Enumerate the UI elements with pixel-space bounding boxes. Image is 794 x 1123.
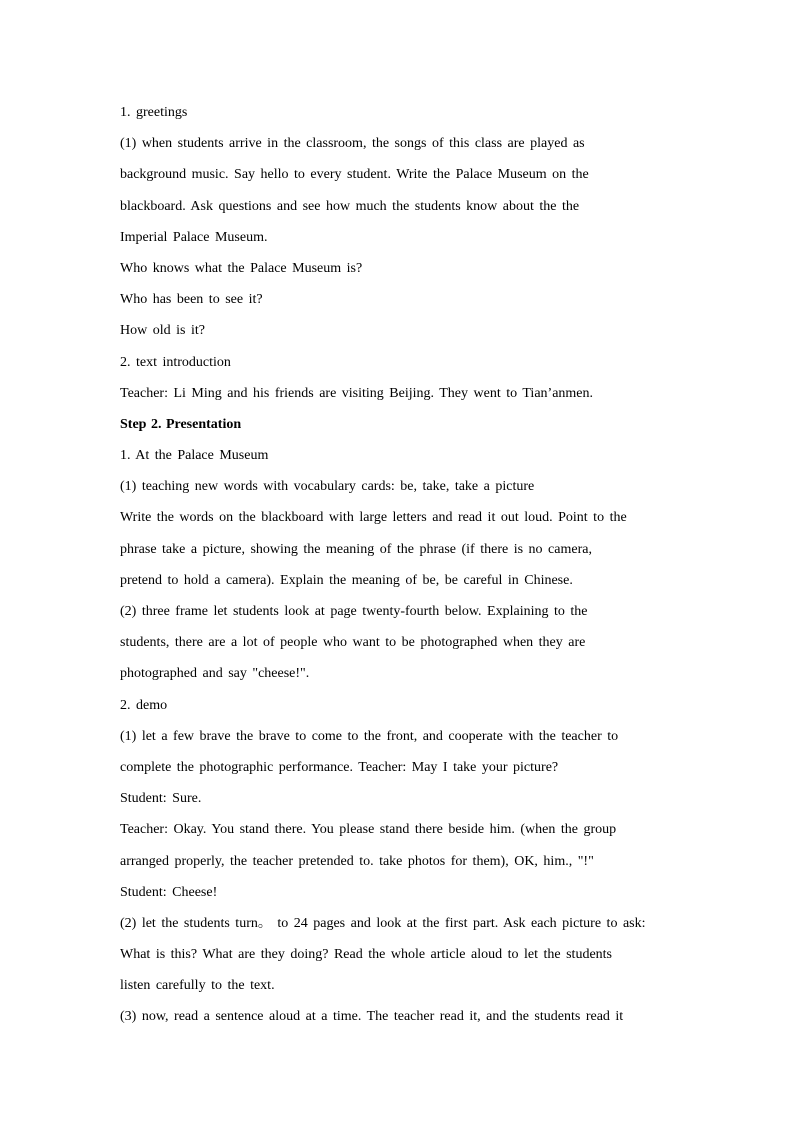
text-line: arranged properly, the teacher pretended to. take photos for them), OK, him., "!" — [120, 853, 594, 869]
text-line: (1) when students arrive in the classroom, the songs of this class are played as — [120, 136, 585, 152]
text-line: (2) let the students turn。 to 24 pages and look at the first part. Ask each picture to ask: — [120, 915, 646, 931]
document-page — [120, 97, 680, 1033]
text-line: (2) three frame let students look at page twenty-fourth below. Explaining to the — [120, 604, 588, 619]
section-heading: Step 2. Presentation — [120, 416, 242, 432]
text-line: Teacher: Okay. You stand there. You please stand there beside him. (when the group — [120, 822, 617, 838]
text-line: Student: Sure. — [120, 791, 202, 807]
text-line: blackboard. Ask questions and see how much the students know about the the — [120, 198, 580, 214]
text-line: 1. greetings — [120, 105, 188, 120]
text-line: Write the words on the blackboard with large letters and read it out loud. Point to the — [120, 510, 627, 526]
text-line: students, there are a lot of people who want to be photographed when they are — [120, 635, 586, 651]
text-line: 1. At the Palace Museum — [120, 448, 269, 464]
text-line: Student: Cheese! — [120, 884, 218, 900]
text-line: (1) let a few brave the brave to come to the front, and cooperate with the teacher to — [120, 728, 619, 744]
text-line: What is this? What are they doing? Read the whole article aloud to let the students — [120, 947, 612, 963]
text-line: How old is it? — [120, 323, 205, 339]
text-line: Who knows what the Palace Museum is? — [120, 260, 363, 276]
text-line: Who has been to see it? — [120, 292, 263, 308]
text-line: Teacher: Li Ming and his friends are visiting Beijing. They went to Tian’anmen. — [120, 385, 594, 401]
text-line: complete the photographic performance. Teacher: May I take your picture? — [120, 759, 559, 775]
text-line: 2. demo — [120, 697, 168, 713]
text-line: Imperial Palace Museum. — [120, 229, 268, 245]
text-line: listen carefully to the text. — [120, 978, 275, 994]
text-line: phrase take a picture, showing the meaning of the phrase (if there is no camera, — [120, 541, 592, 557]
text-line: 2. text introduction — [120, 354, 231, 370]
text-line: (1) teaching new words with vocabulary cards: be, take, take a picture — [120, 479, 535, 495]
text-line: (3) now, read a sentence aloud at a time. The teacher read it, and the students read it — [120, 1009, 624, 1025]
text-line: photographed and say "cheese!". — [120, 666, 310, 682]
text-line: background music. Say hello to every student. Write the Palace Museum on the — [120, 167, 589, 183]
text-line: pretend to hold a camera). Explain the meaning of be, be careful in Chinese. — [120, 572, 573, 588]
